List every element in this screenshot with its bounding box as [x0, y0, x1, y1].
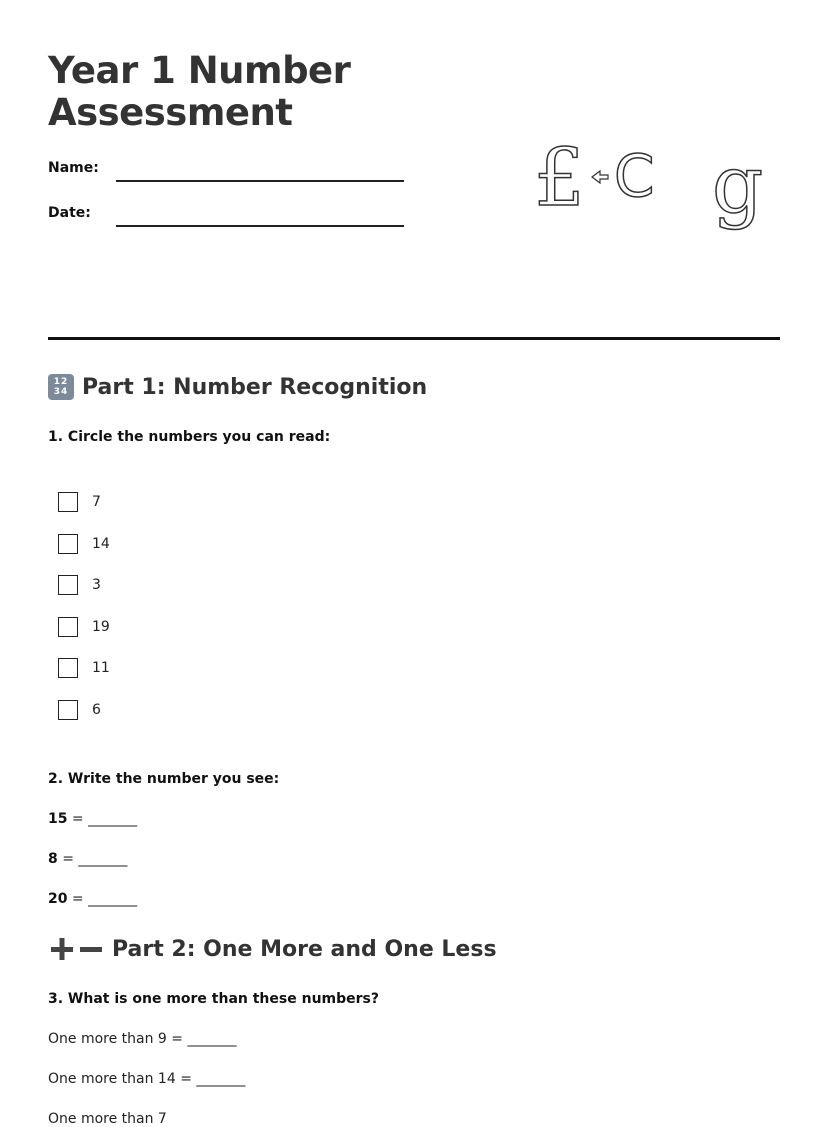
checkbox-label: 7 — [92, 494, 101, 510]
checkbox[interactable] — [58, 658, 78, 678]
write-number-item[interactable] — [48, 891, 137, 907]
date-label: Date: — [48, 205, 91, 221]
part2-heading-text: Part 2: One More and One Less — [112, 936, 497, 962]
part1-heading — [48, 374, 427, 400]
checkbox[interactable] — [58, 575, 78, 595]
date-field-line[interactable] — [116, 225, 404, 227]
checkbox-label: 6 — [92, 702, 101, 718]
one-more-item[interactable]: One more than 14 = _______ — [48, 1071, 246, 1087]
checkbox-option[interactable] — [58, 575, 101, 595]
g-glyph: g — [712, 138, 764, 231]
checkbox[interactable] — [58, 534, 78, 554]
currency-logo-icon — [520, 120, 780, 240]
name-label: Name: — [48, 160, 99, 176]
checkbox-option[interactable] — [58, 617, 110, 637]
answer-blank: = _______ — [67, 811, 138, 827]
pound-glyph: £ — [534, 131, 585, 224]
divider-rule — [48, 337, 780, 340]
answer-blank: = _______ — [67, 891, 138, 907]
number-value: 20 — [48, 891, 68, 907]
checkbox-option[interactable] — [58, 700, 101, 720]
part1-heading-text: Part 1: Number Recognition — [82, 374, 428, 400]
checkbox-label: 19 — [92, 619, 110, 635]
one-more-item[interactable]: One more than 7 — [48, 1111, 167, 1127]
page-title: Year 1 Number Assessment — [48, 49, 351, 134]
question-2: 2. Write the number you see: — [48, 771, 280, 787]
checkbox[interactable] — [58, 700, 78, 720]
number-value: 15 — [48, 811, 68, 827]
checkbox-option[interactable] — [58, 492, 101, 512]
write-number-item[interactable] — [48, 851, 127, 867]
arrow-left-icon — [592, 171, 608, 183]
question-3: 3. What is one more than these numbers? — [48, 991, 379, 1007]
checkbox[interactable] — [58, 617, 78, 637]
checkbox-option[interactable] — [58, 658, 110, 678]
checkbox-option[interactable] — [58, 534, 110, 554]
checkbox-label: 14 — [92, 536, 110, 552]
checkbox-label: 11 — [92, 660, 110, 676]
name-field-line[interactable] — [116, 180, 404, 182]
write-number-item[interactable] — [48, 811, 137, 827]
c-glyph: C — [614, 142, 655, 210]
number-value: 8 — [48, 851, 58, 867]
question-1: 1. Circle the numbers you can read: — [48, 429, 331, 445]
plus-minus-glyph — [48, 936, 104, 962]
checkbox[interactable] — [58, 492, 78, 512]
input-numbers-icon: 12 34 — [48, 374, 74, 400]
plus-minus-icon — [48, 936, 104, 962]
part2-heading — [48, 936, 497, 962]
one-more-item[interactable]: One more than 9 = _______ — [48, 1031, 237, 1047]
answer-blank: = _______ — [57, 851, 128, 867]
checkbox-label: 3 — [92, 577, 101, 593]
